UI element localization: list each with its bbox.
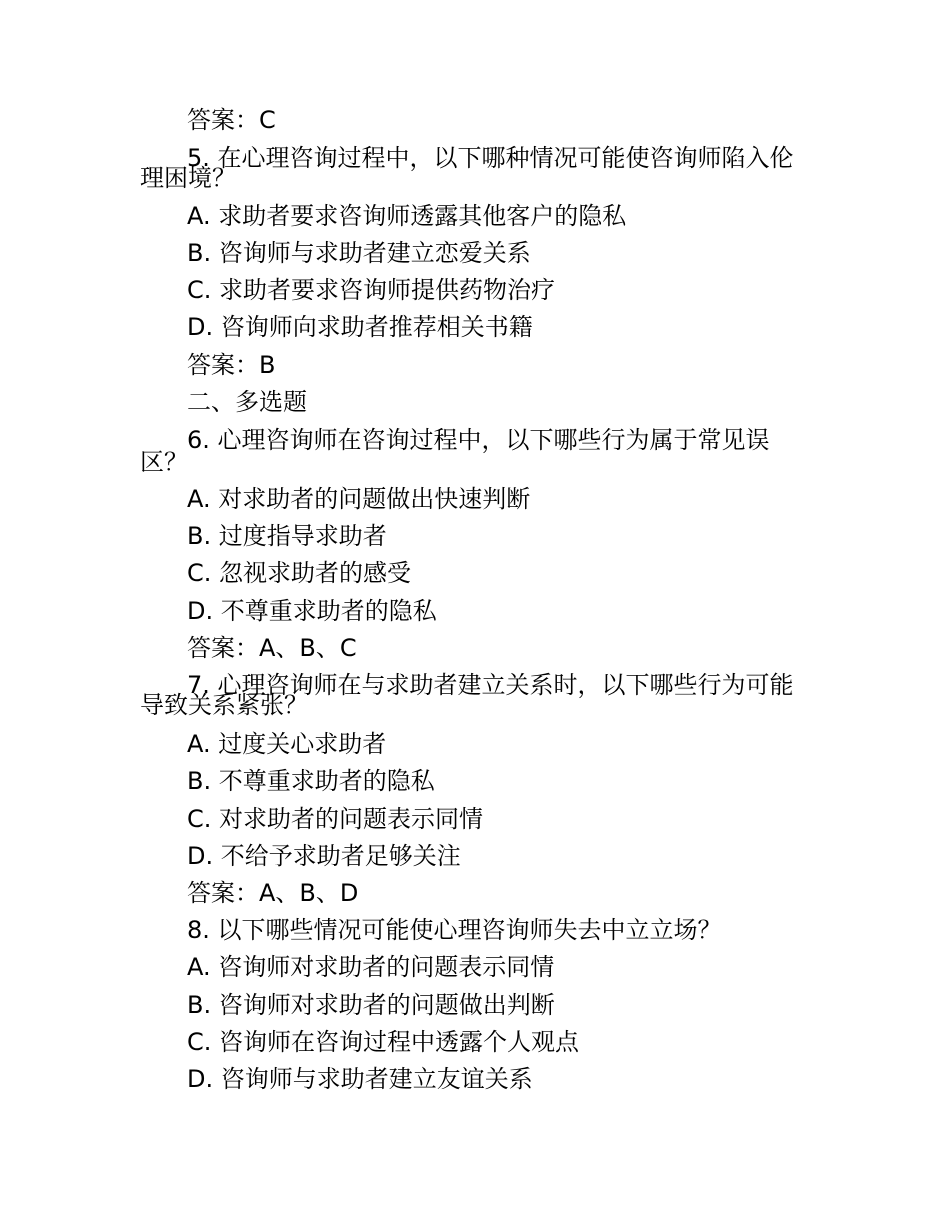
q4-answer: 答案：C — [187, 106, 276, 134]
q7-option-c: C. 对求助者的问题表示同情 — [187, 805, 484, 833]
q7-stem-line1: 7. 心理咨询师在与求助者建立关系时，以下哪些行为可能 — [187, 671, 794, 699]
q5-answer: 答案：B — [187, 351, 276, 379]
q6-option-c: C. 忽视求助者的感受 — [187, 559, 412, 587]
q7-stem-line2: 导致关系紧张？ — [140, 691, 308, 719]
q6-answer: 答案：A、B、C — [187, 634, 357, 662]
q6-option-a: A. 对求助者的问题做出快速判断 — [187, 485, 531, 513]
q7-answer: 答案：A、B、D — [187, 879, 359, 907]
q5-option-a: A. 求助者要求咨询师透露其他客户的隐私 — [187, 202, 627, 230]
q6-option-b: B. 过度指导求助者 — [187, 522, 387, 550]
q6-stem-line2: 区？ — [140, 448, 188, 476]
q8-stem-line1: 8. 以下哪些情况可能使心理咨询师失去中立立场？ — [187, 916, 722, 944]
q5-option-d: D. 咨询师向求助者推荐相关书籍 — [187, 313, 533, 341]
q5-stem-line1: 5. 在心理咨询过程中，以下哪种情况可能使咨询师陷入伦 — [187, 144, 794, 172]
q7-option-d: D. 不给予求助者足够关注 — [187, 842, 461, 870]
q5-option-c: C. 求助者要求咨询师提供药物治疗 — [187, 276, 556, 304]
q7-option-b: B. 不尊重求助者的隐私 — [187, 767, 435, 795]
q6-stem-line1: 6. 心理咨询师在咨询过程中，以下哪些行为属于常见误 — [187, 426, 770, 454]
q7-option-a: A. 过度关心求助者 — [187, 730, 387, 758]
q8-option-a: A. 咨询师对求助者的问题表示同情 — [187, 953, 555, 981]
q5-stem-line2: 理困境？ — [140, 164, 236, 192]
q8-option-b: B. 咨询师对求助者的问题做出判断 — [187, 991, 555, 1019]
q8-option-d: D. 咨询师与求助者建立友谊关系 — [187, 1065, 533, 1093]
section-title: 二、多选题 — [187, 388, 307, 416]
q6-option-d: D. 不尊重求助者的隐私 — [187, 597, 437, 625]
q8-option-c: C. 咨询师在咨询过程中透露个人观点 — [187, 1028, 580, 1056]
q5-option-b: B. 咨询师与求助者建立恋爱关系 — [187, 239, 531, 267]
